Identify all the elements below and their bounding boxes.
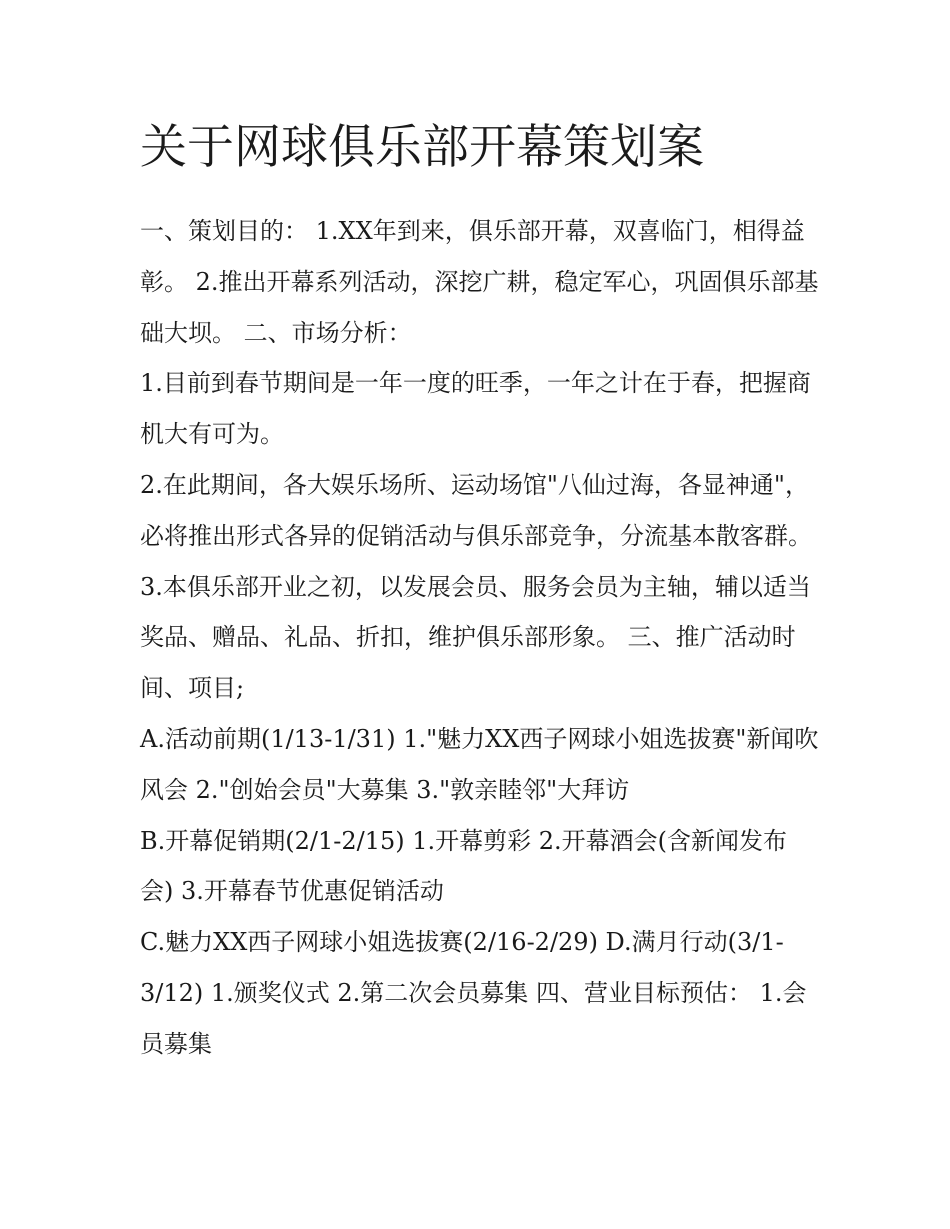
document-title: 关于网球俱乐部开幕策划案 (140, 120, 704, 175)
paragraph-activity-b: B.开幕促销期(2/1-2/15) 1.开幕剪彩 2.开幕酒会(含新闻发布会) 3.开幕春节优惠促销活动 (140, 826, 788, 906)
paragraph-market-2: 2.在此期间，各大娱乐场所、运动场馆"八仙过海，各显神通"，必将推出形式各异的促销活动与俱乐部竞争，分流基本散客群。 (140, 470, 812, 550)
paragraph-activity-cd: C.魅力XX西子网球小姐选拔赛(2/16-2/29) D.满月行动(3/1-3/12) 1.颁奖仪式 2.第二次会员募集 四、营业目标预估： 1.会员募集 (140, 928, 807, 1058)
paragraph-market-1: 1.目前到春节期间是一年一度的旺季，一年之计在于春，把握商机大有可为。 (140, 369, 811, 449)
document-body (140, 112, 820, 1070)
paragraph-activity-a: A.活动前期(1/13-1/31) 1."魅力XX西子网球小姐选拔赛"新闻吹风会 2."创始会员"大募集 3."敦亲睦邻"大拜访 (140, 724, 819, 804)
paragraph-purpose: 一、策划目的： 1.XX年到来，俱乐部开幕，双喜临门，相得益彰。 2.推出开幕系列活动，深挖广耕，稳定军心，巩固俱乐部基础大坝。 二、市场分析： (140, 217, 819, 347)
paragraph-market-3: 3.本俱乐部开业之初，以发展会员、服务会员为主轴，辅以适当奖品、赠品、礼品、折扣，维护俱乐部形象。 三、推广活动时间、项目; (140, 572, 811, 703)
